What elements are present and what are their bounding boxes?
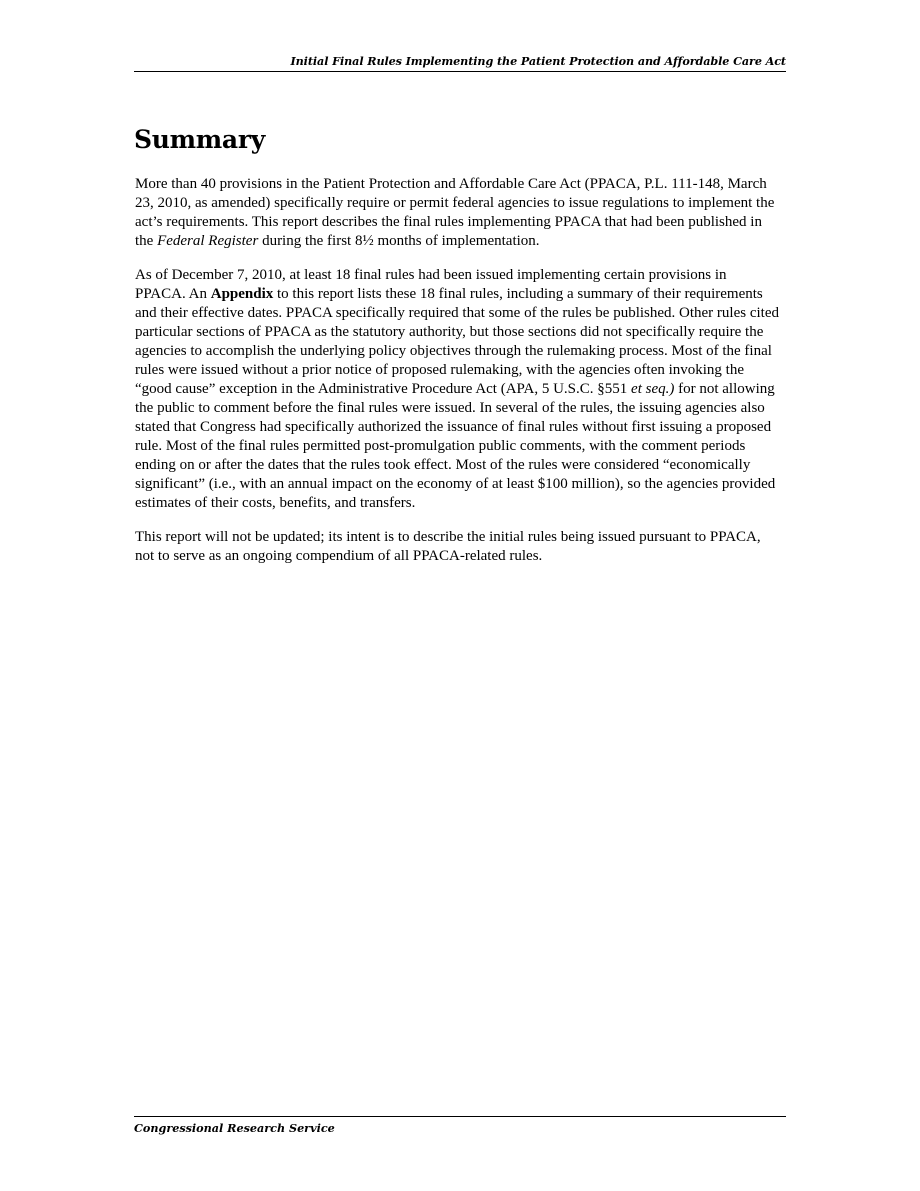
p2-italic-et-seq: et seq.): [631, 381, 675, 397]
p1-text-1: More than 40 provisions in the Patient Protection and Affordable Care Act (PPACA, P.L. 111-148, March 23, 2010, as amended) specifically require or permit federal agencies to issue regulations to implement the act’s requirements. This report describes the final rules implementing PPACA that had been published in the: [135, 176, 775, 249]
page-title: Summary: [134, 125, 265, 154]
p1-text-2: during the first 8½ months of implementation.: [258, 233, 540, 249]
running-header-title: Initial Final Rules Implementing the Patient Protection and Affordable Care Act: [290, 54, 786, 68]
running-footer: [134, 1116, 786, 1136]
summary-paragraph-2: [135, 266, 780, 513]
p2-text-3: for not allowing the public to comment before the final rules were issued. In several of the rules, the issuing agencies also stated that Congress had specifically authorized the issuance of final rules without first issuing a proposed rule. Most of the final rules permitted post-promulgation public comments, with the comment periods ending on or after the dates that the rules took effect. Most of the rules were considered “economically significant” (i.e., with an annual impact on the economy of at least $100 million), so the agencies provided estimates of their costs, benefits, and transfers.: [135, 381, 776, 511]
p2-text-1: As of December 7, 2010, at least 18 final rules had been issued implementing certain provisions in PPACA. An: [135, 267, 727, 302]
footer-publisher: Congressional Research Service: [134, 1121, 335, 1135]
summary-body: [135, 175, 780, 581]
summary-paragraph-3: This report will not be updated; its intent is to describe the initial rules being issued pursuant to PPACA, not to serve as an ongoing compendium of all PPACA-related rules.: [135, 529, 761, 564]
summary-paragraph-1: [135, 175, 780, 251]
running-header: [134, 54, 786, 72]
p2-bold-appendix: Appendix: [210, 286, 274, 302]
p1-italic-federal-register: Federal Register: [157, 233, 259, 249]
p2-text-2: to this report lists these 18 final rules, including a summary of their requirements and their effective dates. PPACA specifically required that some of the rules be published. Other rules cited particular sections of PPACA as the statutory authority, but those sections did not specifically require the agencies to accomplish the underlying policy objectives through the rulemaking process. Most of the final rules were issued without a prior notice of proposed rulemaking, with the agencies often invoking the “good cause” exception in the Administrative Procedure Act (APA, 5 U.S.C. §551: [135, 286, 779, 397]
